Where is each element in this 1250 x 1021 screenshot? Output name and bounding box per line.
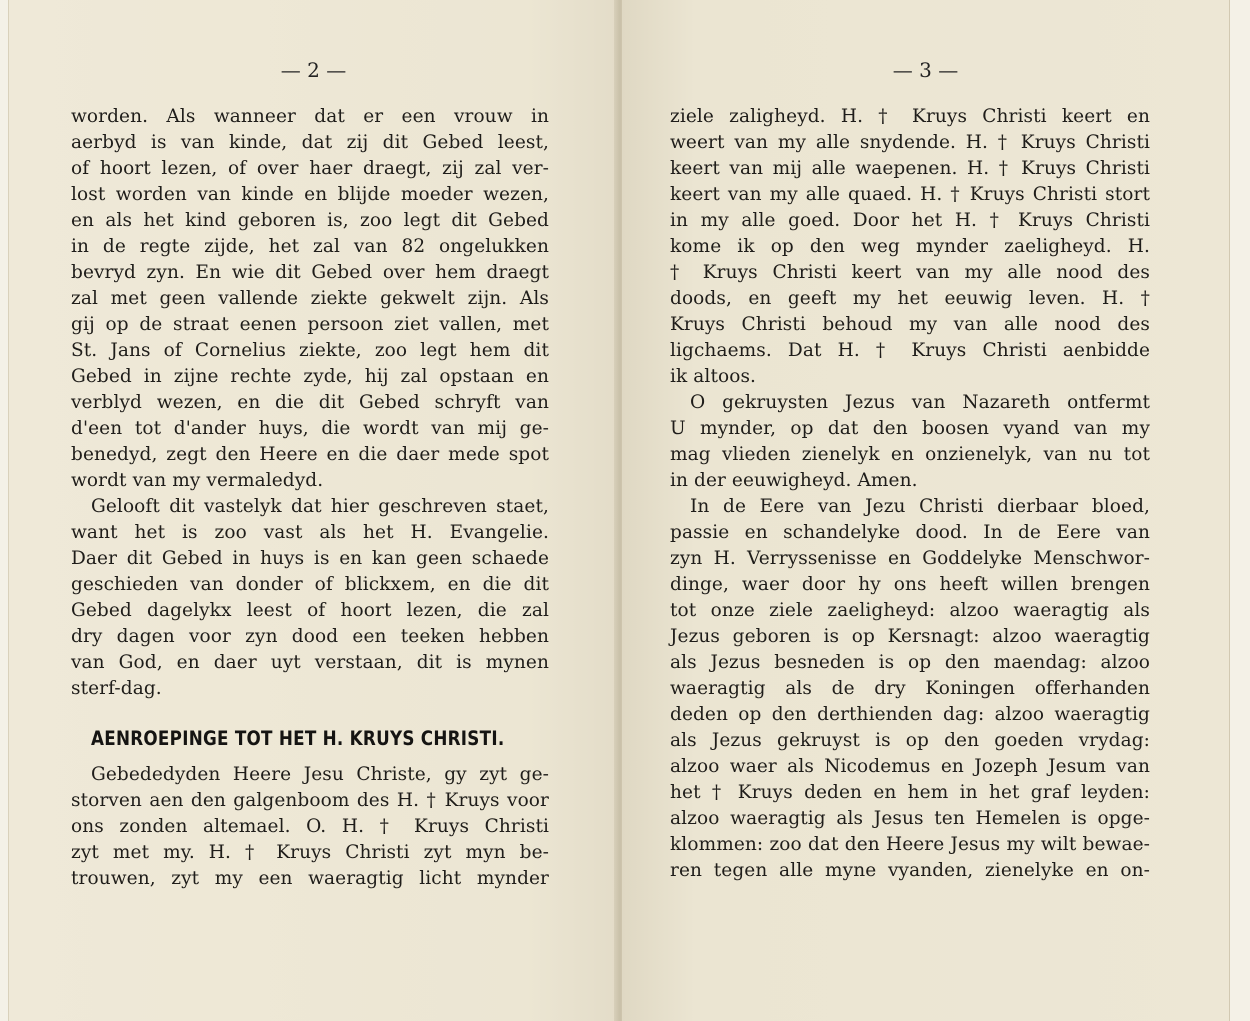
page-number-right: — 3 — (892, 58, 959, 82)
right-paragraph-3 (670, 494, 1150, 884)
text-line: en als het kind geboren is, zoo legt dit Gebed (71, 210, 549, 231)
left-page (8, 0, 618, 1021)
text-line: van God, en daer uyt verstaan, dit is mynen (71, 652, 549, 673)
text-line: passie en schandelyke dood. In de Eere van (670, 522, 1150, 543)
text-line: ziele zaligheyd. H. † Kruys Christi keert en (670, 106, 1150, 127)
text-line: † Kruys Christi keert van my alle nood des (670, 262, 1150, 283)
text-line: in der eeuwigheyd. Amen. (670, 470, 918, 491)
text-line: Kruys Christi behoud my van alle nood des (670, 314, 1150, 335)
text-line: St. Jans of Cornelius ziekte, zoo legt hem dit (71, 340, 549, 361)
text-line: of hoort lezen, of over haer draegt, zij zal ver- (71, 158, 549, 179)
text-line: ren tegen alle myne vyanden, zienelyke en on- (670, 860, 1150, 881)
page-number-left: — 2 — (280, 58, 347, 82)
text-line: als Jezus gekruyst is op den goeden vrydag: (670, 730, 1150, 751)
text-line: alzoo waer als Nicodemus en Jozeph Jesum van (670, 756, 1150, 777)
text-line: bevryd zyn. En wie dit Gebed over hem draegt (71, 262, 549, 283)
text-line: U mynder, op dat den boosen vyand van my (670, 418, 1150, 439)
text-line: ik altoos. (670, 366, 757, 387)
right-page (622, 0, 1230, 1021)
text-line: deden op den derthienden dag: alzoo waeragtig (670, 704, 1150, 725)
text-line: dinge, waer door hy ons heeft willen brengen (670, 574, 1150, 595)
text-line: weert van my alle snydende. H. † Kruys Christi (670, 132, 1150, 153)
text-line: dry dagen voor zyn dood een teeken hebben (71, 626, 549, 647)
text-line: keert van mij alle waepenen. H. † Kruys Christi (670, 158, 1150, 179)
text-line: worden. Als wanneer dat er een vrouw in (71, 106, 549, 127)
text-line: wordt van my vermaledyd. (71, 470, 324, 491)
right-paragraph-2 (670, 390, 1150, 494)
text-line: Gebededyden Heere Jesu Christe, gy zyt ge- (91, 764, 549, 785)
text-line: O gekruysten Jezus van Nazareth ontfermt (690, 392, 1150, 413)
text-line: In de Eere van Jezu Christi dierbaar bloed, (690, 496, 1150, 517)
text-line: alzoo waeragtig als Jesus ten Hemelen is opge- (670, 808, 1150, 829)
text-line: mag vlieden zienelyk en onzienelyk, van nu tot (670, 444, 1150, 465)
text-line: gij op de straat eenen persoon ziet vallen, met (71, 314, 549, 335)
text-line: ligchaems. Dat H. † Kruys Christi aenbidde (670, 340, 1150, 361)
text-line: trouwen, zyt my een waeragtig licht mynder (71, 868, 549, 889)
text-line: want het is zoo vast als het H. Evangelie. (71, 522, 549, 543)
text-line: d'een tot d'ander huys, die wordt van mij ge- (71, 418, 549, 439)
left-paragraph-2 (71, 494, 549, 702)
text-line: als Jezus besneden is op den maendag: alzoo (670, 652, 1150, 673)
text-line: keert van my alle quaed. H. † Kruys Christi stort (670, 184, 1150, 205)
text-line: tot onze ziele zaeligheyd: alzoo waeragtig als (670, 600, 1150, 621)
text-line: aerbyd is van kinde, dat zij dit Gebed leest, (71, 132, 549, 153)
text-line: Gelooft dit vastelyk dat hier geschreven staet, (91, 496, 549, 517)
text-line: in de regte zijde, het zal van 82 ongelukken (71, 236, 549, 257)
text-line: het † Kruys deden en hem in het graf leyden: (670, 782, 1150, 803)
text-line: Daer dit Gebed in huys is en kan geen schaede (71, 548, 549, 569)
text-line: lost worden van kinde en blijde moeder wezen, (71, 184, 549, 205)
section-heading: AENROEPINGE TOT HET H. KRUYS CHRISTI. (91, 727, 505, 750)
text-line: geschieden van donder of blickxem, en die dit (71, 574, 549, 595)
text-line: zal met geen vallende ziekte gekwelt zijn. Als (71, 288, 549, 309)
text-line: benedyd, zegt den Heere en die daer mede spot (71, 444, 549, 465)
text-line: in my alle goed. Door het H. † Kruys Christi (670, 210, 1150, 231)
text-line: waeragtig als de dry Koningen offerhanden (670, 678, 1150, 699)
right-paragraph-1 (670, 104, 1150, 390)
text-line: ons zonden altemael. O. H. † Kruys Christi (71, 816, 549, 837)
left-paragraph-1 (71, 104, 549, 494)
text-line: sterf-dag. (71, 678, 162, 699)
text-line: storven aen den galgenboom des H. † Kruys voor (71, 790, 549, 811)
text-line: zyn H. Verryssenisse en Goddelyke Menschwor- (670, 548, 1150, 569)
text-line: klommen: zoo dat den Heere Jesus my wilt bewae- (670, 834, 1150, 855)
text-line: Jezus geboren is op Kersnagt: alzoo waeragtig (670, 626, 1150, 647)
text-line: Gebed in zijne rechte zyde, hij zal opstaan en (71, 366, 549, 387)
text-line: doods, en geeft my het eeuwig leven. H. † (670, 288, 1150, 309)
text-line: zyt met my. H. † Kruys Christi zyt myn be- (71, 842, 549, 863)
left-paragraph-3 (71, 762, 549, 892)
text-line: kome ik op den weg mynder zaeligheyd. H. (670, 236, 1150, 257)
text-line: Gebed dagelykx leest of hoort lezen, die zal (71, 600, 549, 621)
text-line: verblyd wezen, en die dit Gebed schryft van (71, 392, 549, 413)
